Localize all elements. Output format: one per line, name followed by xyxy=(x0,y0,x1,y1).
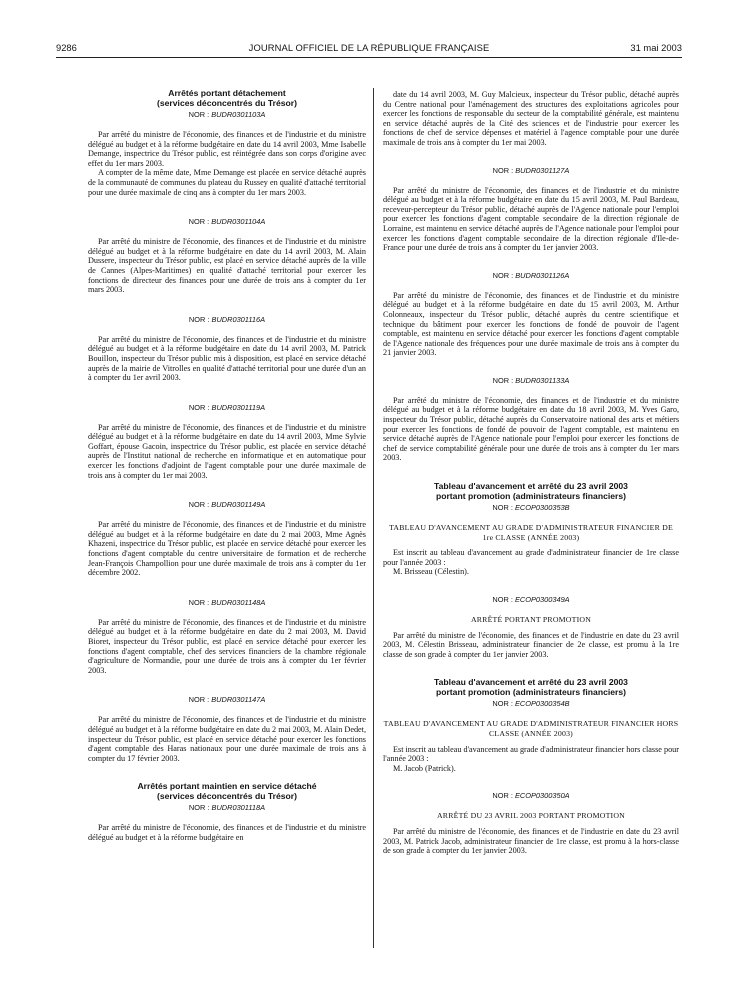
nor-code: BUDR0301149A xyxy=(211,500,266,510)
page-number: 9286 xyxy=(56,42,77,53)
paragraph: Par arrêté du ministre de l'économie, des finances et de l'industrie et du ministre délégué au budget et à la réforme budgétaire en date du 18 avril 2003, M. Yves Garo, inspecteur du Trésor public, détaché auprès du Conservatoire national des arts et métiers pour exercer les fonctions de fondé de pouvoir de l'agent comptable, est maintenu en service détaché auprès de l'Agence nationale pour l'emploi pour exercer les fonctions de chef de service comptabilité générale pour une durée de trois ans à compter du 1er mars 2003. xyxy=(383,395,679,463)
column-divider xyxy=(373,88,374,948)
nor-reference xyxy=(383,699,679,709)
paragraph: Par arrêté du ministre de l'économie, des finances et de l'industrie en date du 23 avril 2003, M. Patrick Jacob, administrateur financier de 1re classe, est promu à la hors-classe de son grade à compter du 1er janvier 2003. xyxy=(383,826,679,856)
promoted-name: M. Brisseau (Célestin). xyxy=(393,567,469,577)
paragraph: Par arrêté du ministre de l'économie, des finances et de l'industrie et du ministre délégué au budget et à la réforme budgétaire en date du 14 avril 2003, M. Alain Dussere, inspecteur du Trésor public, est placé en service détaché auprès de la ville de Cannes (Alpes-Maritimes) en qualité d'attaché territorial pour exercer les fonctions de directeur des finances pour une durée de trois ans à compter du 1er mars 2003. xyxy=(88,237,366,295)
nor-code: BUDR0301147A xyxy=(211,695,266,705)
nor-code: BUDR0301148A xyxy=(211,597,266,607)
nor-reference xyxy=(88,598,366,608)
notice-block xyxy=(383,271,679,358)
section-subtitle: (services déconcentrés du Trésor) xyxy=(157,791,297,802)
nor-reference xyxy=(88,500,366,510)
nor-label: NOR : xyxy=(188,500,210,510)
nor-reference xyxy=(383,271,679,281)
paragraph: Par arrêté du ministre de l'économie, des finances et de l'industrie et du ministre délégué au budget et à la réforme budgétaire en date du 14 avril 2003, Mme Isabelle Demange, inspectrice du Trésor public, est réintégrée dans son corps d'origine avec effet du 1er mars 2003. xyxy=(88,130,366,168)
section-title: Tableau d'avancement et arrêté du 23 avril 2003 xyxy=(434,481,628,492)
page-header xyxy=(56,42,682,56)
nor-code: BUDR0301116A xyxy=(211,314,266,324)
paragraph: Par arrêté du ministre de l'économie, des finances et de l'industrie et du ministre délégué au budget et à la réforme budgétaire en date du 2 mai 2003, Mme Agnès Khazeni, inspectrice du Trésor public, est placée en service détaché pour exercer les fonctions d'agent comptable du centre universitaire de formation et de recherche Jean-François Champollion pour une durée maximale de trois ans à compter du 1er décembre 2002. xyxy=(88,520,366,578)
paragraph: Est inscrit au tableau d'avancement au grade d'administrateur financier de 1re classe pour l'année 2003 : xyxy=(383,548,679,567)
nor-label: NOR : xyxy=(492,270,514,280)
notice-block xyxy=(88,598,366,676)
nor-label: NOR : xyxy=(492,791,513,801)
nor-code: ECOP0300349A xyxy=(514,595,570,604)
nor-label: NOR : xyxy=(492,375,514,385)
nor-code: ECOP0300353B xyxy=(514,503,570,513)
nor-code: ECOP0300350A xyxy=(514,791,570,801)
nor-label: NOR : xyxy=(188,695,210,705)
nor-code: BUDR0301119A xyxy=(211,402,266,412)
notice-block xyxy=(88,781,366,842)
section-subtitle: portant promotion (administrateurs financiers) xyxy=(435,687,627,698)
nor-reference xyxy=(88,110,366,120)
nor-code: BUDR0301104A xyxy=(211,217,266,227)
nor-label: NOR : xyxy=(188,597,210,607)
section-subtitle: portant promotion (administrateurs financiers) xyxy=(435,491,627,502)
header-rule xyxy=(56,57,682,58)
nor-code: BUDR0301133A xyxy=(515,375,570,385)
paragraph: Par arrêté du ministre de l'économie, des finances et de l'industrie et du ministre délégué au budget et à la réforme budgétaire en date du 2 mai 2003, M. David Bioret, inspecteur du Trésor public, est placé en service détaché pour exercer les fonctions d'agent comptable, chef des services financiers de la chambre régionale d'agriculture de Normandie, pour une durée de trois ans à compter du 1er février 2003. xyxy=(88,617,366,675)
nor-label: NOR : xyxy=(188,314,210,324)
notice-block xyxy=(383,166,679,253)
notice-block xyxy=(88,500,366,578)
notice-block xyxy=(383,90,679,148)
nor-code: BUDR0301118A xyxy=(211,803,266,813)
left-column xyxy=(88,88,366,843)
subheading: TABLEAU D'AVANCEMENT AU GRADE D'ADMINISTRATEUR FINANCIER HORS CLASSE (ANNÉE 2003) xyxy=(383,719,679,738)
nor-label: NOR : xyxy=(188,803,210,813)
nor-reference xyxy=(88,803,366,813)
section-subtitle: (services déconcentrés du Trésor) xyxy=(157,98,297,108)
section-title: Arrêtés portant détachement xyxy=(168,88,286,98)
paragraph: Par arrêté du ministre de l'économie, des finances et de l'industrie et du ministre délégué au budget et à la réforme budgétaire en date du 15 avril 2003, M. Paul Bardeau, receveur-percepteur du Trésor public, détaché auprès de l'Agence nationale pour l'emploi pour exercer les fonctions d'agent comptable secondaire de la direction régionale de Lorraine, est maintenu en service détaché auprès de l'Agence nationale pour l'emploi pour exercer les fonctions d'agent comptable secondaire de la direction régionale d'Ile-de-France pour une durée de trois ans à compter du 1er janvier 2003. xyxy=(383,185,679,253)
nor-reference xyxy=(383,595,679,605)
paragraph: Est inscrit au tableau d'avancement au grade d'administrateur financier hors classe pour l'année 2003 : xyxy=(383,744,679,764)
section-title: Tableau d'avancement et arrêté du 23 avril 2003 xyxy=(434,677,628,688)
section-title: Arrêtés portant maintien en service détaché xyxy=(137,781,317,792)
nor-reference xyxy=(88,695,366,705)
nor-label: NOR : xyxy=(492,699,513,709)
right-column xyxy=(383,90,679,856)
notice-block xyxy=(383,595,679,659)
nor-reference xyxy=(383,166,679,176)
paragraph: Par arrêté du ministre de l'économie, des finances et de l'industrie et du ministre délégué au budget et à la réforme budgétaire en date du 15 avril 2003, M. Arthur Colonneaux, inspecteur du Trésor public, détaché auprès du centre scientifique et technique du bâtiment pour exercer les fonctions de fondé de pouvoir de l'agent comptable, est maintenu en service détaché pour exercer les fonctions d'agent comptable de l'Agence nationale des fréquences pour une durée maximale de trois ans à compter du 21 janvier 2003. xyxy=(383,290,679,358)
notice-block xyxy=(383,791,679,855)
notice-block xyxy=(383,376,679,463)
nor-label: NOR : xyxy=(188,217,210,227)
issue-date: 31 mai 2003 xyxy=(630,42,682,53)
nor-label: NOR : xyxy=(492,503,513,513)
nor-code: BUDR0301103A xyxy=(211,110,266,119)
subheading: ARRÊTÉ DU 23 AVRIL 2003 PORTANT PROMOTION xyxy=(436,811,626,821)
paragraph: date du 14 avril 2003, M. Guy Malcieux, inspecteur du Trésor public, détaché auprès du Centre national pour l'aménagement des structures des exploitations agricoles pour exercer les fonctions de responsable du secteur de la comptabilité générale, est maintenu en service détaché auprès de la Cité des sciences et de l'industrie pour exercer les fonctions de chef de service dépenses et matériel à l'agence comptable pour une durée maximale de trois ans à compter du 1er mai 2003. xyxy=(383,90,679,147)
nor-reference xyxy=(383,503,679,513)
nor-code: BUDR0301127A xyxy=(515,165,570,175)
notice-block xyxy=(88,315,366,383)
nor-reference xyxy=(383,376,679,386)
nor-reference xyxy=(88,315,366,325)
subheading: ARRÊTÉ PORTANT PROMOTION xyxy=(470,615,592,624)
nor-label: NOR : xyxy=(188,110,210,119)
nor-reference xyxy=(383,791,679,801)
subheading: TABLEAU D'AVANCEMENT AU GRADE D'ADMINISTRATEUR FINANCIER DE 1re CLASSE (ANNÉE 2003) xyxy=(389,523,673,542)
notice-block xyxy=(383,481,679,577)
journal-title: JOURNAL OFFICIEL DE LA RÉPUBLIQUE FRANÇAISE xyxy=(248,42,490,53)
nor-label: NOR : xyxy=(492,595,513,604)
nor-code: BUDR0301126A xyxy=(515,270,570,280)
paragraph: Par arrêté du ministre de l'économie, des finances et de l'industrie et du ministre délégué au budget et à la réforme budgétaire en date du 14 avril 2003, Mme Sylvie Goffart, épouse Gacoin, inspectrice du Trésor public, est placée en service détaché auprès de l'Institut national de recherche en informatique et en automatique pour exercer les fonctions d'adjoint de l'agent comptable pour une durée maximale de trois ans à compter du 1er mai 2003. xyxy=(88,422,366,480)
notice-block xyxy=(383,677,679,773)
promoted-name: M. Jacob (Patrick). xyxy=(393,763,456,773)
notice-block xyxy=(88,695,366,763)
paragraph: Par arrêté du ministre de l'économie, des finances et de l'industrie et du ministre délégué au budget et à la réforme budgétaire en date du 2 mai 2003, M. Alain Dedet, inspecteur du Trésor public, est placé en service détaché pour exercer les fonctions d'agent comptable des Haras nationaux pour une durée maximale de trois ans à compter du 17 février 2003. xyxy=(88,715,366,763)
nor-reference xyxy=(88,217,366,227)
paragraph: Par arrêté du ministre de l'économie, des finances et de l'industrie et du ministre délégué au budget et à la réforme budgétaire en xyxy=(88,823,366,842)
notice-block xyxy=(88,403,366,481)
nor-label: NOR : xyxy=(492,165,514,175)
nor-label: NOR : xyxy=(188,402,210,412)
nor-code: ECOP0300354B xyxy=(514,699,570,709)
notice-block xyxy=(88,217,366,295)
paragraph: Par arrêté du ministre de l'économie, des finances et de l'industrie en date du 23 avril 2003, M. Célestin Brisseau, administrateur financier de 2e classe, est promu à la 1re classe de son grade à compter du 1er janvier 2003. xyxy=(383,630,679,659)
paragraph: A compter de la même date, Mme Demange est placée en service détaché auprès de la communauté de communes du plateau du Russey en qualité d'attaché territorial pour une durée maximale de cinq ans à compter du 1er mars 2003. xyxy=(88,168,366,197)
paragraph: Par arrêté du ministre de l'économie, des finances et de l'industrie et du ministre délégué au budget et à la réforme budgétaire en date du 14 avril 2003, M. Patrick Bouillon, inspecteur du Trésor public mis à disposition, est placé en service détaché auprès de la mairie de Vitrolles en qualité d'attaché territorial pour une durée d'un an à compter du 1er avril 2003. xyxy=(88,334,366,383)
notice-block xyxy=(88,88,366,197)
nor-reference xyxy=(88,403,366,413)
